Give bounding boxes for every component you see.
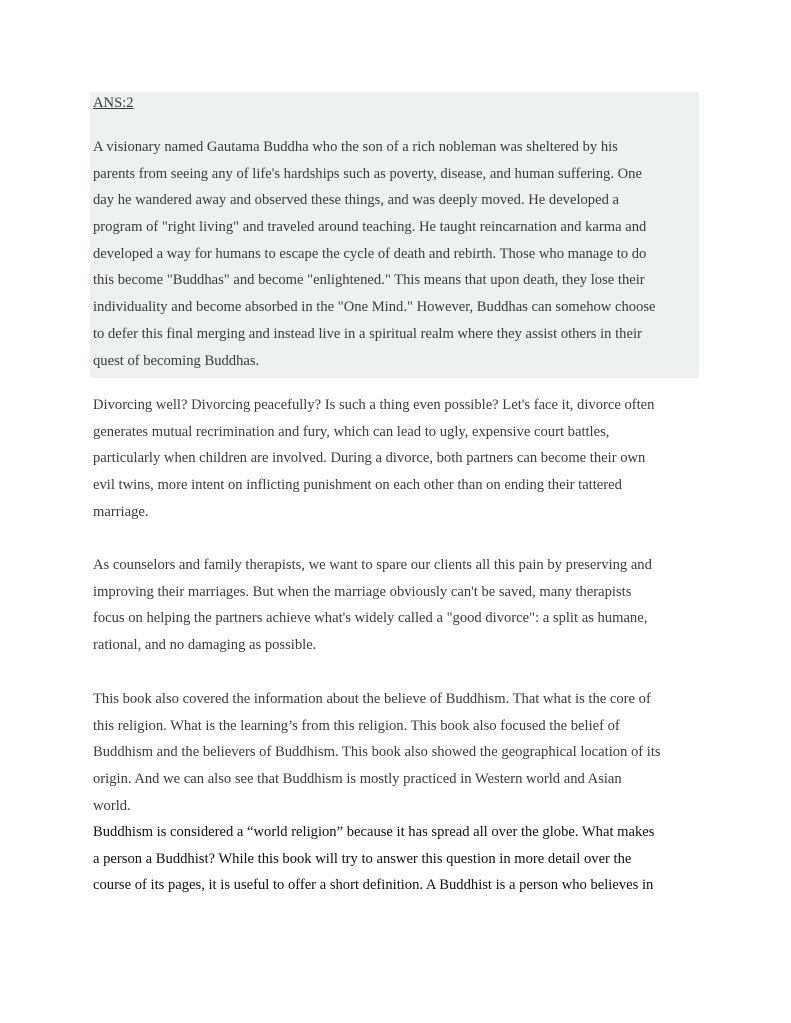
text-line: course of its pages, it is useful to offer a short definition. A Buddhist is a person who believes in xyxy=(93,877,654,894)
text-line: Buddhism is considered a “world religion” because it has spread all over the globe. What makes xyxy=(93,824,655,840)
text-line: A visionary named Gautama Buddha who the son of a rich nobleman was sheltered by his xyxy=(93,139,618,155)
text-line: this religion. What is the learning’s from this religion. This book also focused the belief of xyxy=(93,717,620,734)
text-line: As counselors and family therapists, we want to spare our clients all this pain by preserving and xyxy=(93,557,652,573)
text-line: Buddhism and the believers of Buddhism. This book also showed the geographical location of its xyxy=(93,744,661,761)
text-line: developed a way for humans to escape the cycle of death and rebirth. Those who manage to do xyxy=(93,245,647,262)
text-line: world. xyxy=(93,797,131,814)
paragraph-world-religion xyxy=(93,819,697,899)
text-line: program of "right living" and traveled around teaching. He taught reincarnation and karma and xyxy=(93,219,647,236)
text-line: marriage. xyxy=(93,503,149,520)
text-line: parents from seeing any of life's hardships such as poverty, disease, and human suffering. One xyxy=(93,165,642,182)
text-line: improving their marriages. But when the marriage obviously can't be saved, many therapists xyxy=(93,583,632,600)
text-line: rational, and no damaging as possible. xyxy=(93,637,317,654)
paragraph-book-summary xyxy=(93,686,697,819)
paragraph-counselors xyxy=(93,552,697,659)
paragraph-divorce xyxy=(93,392,697,525)
text-line: to defer this final merging and instead live in a spiritual realm where they assist others in their xyxy=(93,325,642,342)
text-line: particularly when children are involved. During a divorce, both partners can become their own xyxy=(93,450,646,467)
answer-heading: ANS:2 xyxy=(93,95,134,111)
text-line: generates mutual recrimination and fury, which can lead to ugly, expensive court battles, xyxy=(93,423,610,440)
text-line: individuality and become absorbed in the "One Mind." However, Buddhas can somehow choose xyxy=(93,299,656,316)
text-line: This book also covered the information about the believe of Buddhism. That what is the core of xyxy=(93,691,651,707)
paragraph-buddha-story xyxy=(93,134,697,374)
text-line: a person a Buddhist? While this book will try to answer this question in more detail over the xyxy=(93,850,632,867)
text-line: day he wandered away and observed these things, and was deeply moved. He developed a xyxy=(93,192,620,209)
text-line: focus on helping the partners achieve what's widely called a "good divorce": a split as humane, xyxy=(93,610,648,627)
text-line: Divorcing well? Divorcing peacefully? Is such a thing even possible? Let's face it, divorce often xyxy=(93,397,655,413)
text-line: origin. And we can also see that Buddhism is mostly practiced in Western world and Asian xyxy=(93,771,622,788)
text-line: quest of becoming Buddhas. xyxy=(93,352,260,369)
text-line: this become "Buddhas" and become "enlightened." This means that upon death, they lose their xyxy=(93,272,645,289)
text-line: evil twins, more intent on inflicting punishment on each other than on ending their tattered xyxy=(93,477,622,494)
